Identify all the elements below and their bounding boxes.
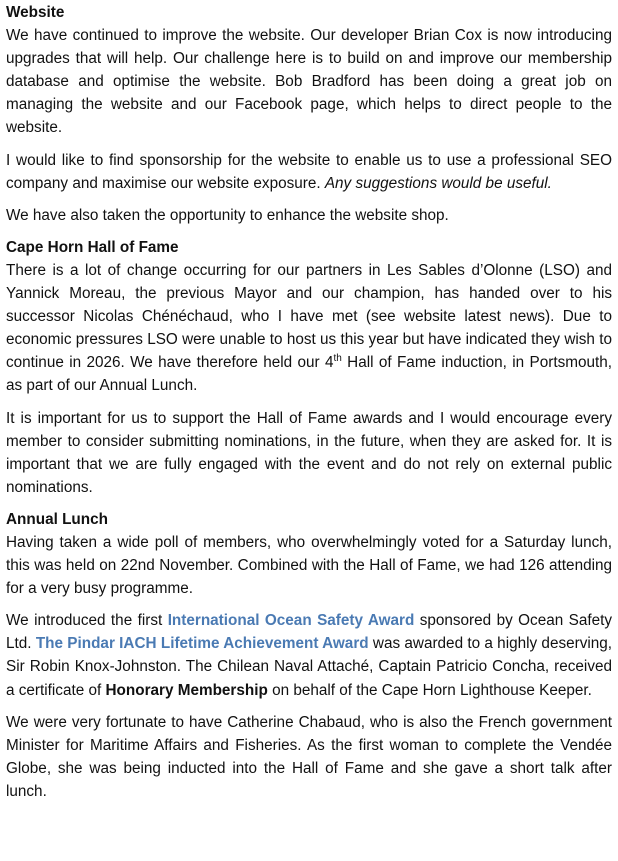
hall-of-fame-p1-before: There is a lot of change occurring for our partners in Les Sables d’Olonne (LSO) and Yannick Moreau, the previous Mayor and our champion, has handed over to his successor Nicolas Chénéchaud, who I have met (see website latest news). Due to economic pressures LSO were unable to host us this year but have indicated they wish to continue in 2026. We have therefore held our 4 xyxy=(6,261,612,372)
annual-lunch-paragraph-1: Having taken a wide poll of members, who overwhelmingly voted for a Saturday lunch, this was held on 22nd November. Combined with the Hall of Fame, we had 126 attending for a very busy programme. xyxy=(6,533,612,598)
annual-lunch-paragraph-2 xyxy=(6,609,612,701)
honorary-membership-bold: Honorary Membership xyxy=(105,681,268,699)
section-annual-lunch xyxy=(6,508,612,803)
document-page xyxy=(6,1,612,812)
hall-of-fame-p1-after: Hall of Fame induction, in Portsmouth, as part of our Annual Lunch. xyxy=(6,354,612,395)
section-heading-annual-lunch: Annual Lunch xyxy=(6,510,108,528)
annual-lunch-paragraph-3: We were very fortunate to have Catherine Chabaud, who is also the French government Minister for Maritime Affairs and Fisheries. As the first woman to complete the Vendée Globe, she was being inducted into the Hall of Fame and she gave a short talk after lunch. xyxy=(6,713,612,800)
website-paragraph-2-text: I would like to find sponsorship for the website to enable us to use a professional SEO company and maximise our website exposure. xyxy=(6,151,612,192)
annual-lunch-p2-c: was awarded to a highly deserving, Sir Robin Knox-Johnston. The Chilean Naval Attaché, Captain Patricio Concha, received a certificate of xyxy=(6,635,613,699)
website-suggestions-italic: Any suggestions would be useful. xyxy=(324,174,552,192)
ordinal-superscript: th xyxy=(333,353,342,365)
section-website xyxy=(6,1,612,227)
annual-lunch-p2-a: We introduced the first xyxy=(6,612,168,630)
section-hall-of-fame xyxy=(6,236,612,499)
ocean-safety-award-highlight: International Ocean Safety Award xyxy=(167,612,415,630)
website-paragraph-2 xyxy=(6,149,612,195)
website-paragraph-1: We have continued to improve the website. Our developer Brian Cox is now introducing upgrades that will help. Our challenge here is to build on and improve our membership database and optimise the website. Bob Bradford has been doing a great job on managing the website and our Facebook page, which helps to direct people to the website. xyxy=(6,27,612,137)
section-heading-website: Website xyxy=(6,4,65,21)
hall-of-fame-paragraph-2: It is important for us to support the Hall of Fame awards and I would encourage every member to consider submitting nominations, in the future, when they are asked for. It is important that we are fully engaged with the event and do not rely on external public nominations. xyxy=(6,409,612,496)
section-heading-hall-of-fame: Cape Horn Hall of Fame xyxy=(6,238,179,256)
annual-lunch-p2-b: sponsored by Ocean Safety Ltd. xyxy=(6,612,613,653)
hall-of-fame-paragraph-1 xyxy=(6,259,612,398)
website-paragraph-3: We have also taken the opportunity to enhance the website shop. xyxy=(6,206,449,224)
annual-lunch-p2-d: on behalf of the Cape Horn Lighthouse Keeper. xyxy=(267,681,592,699)
lifetime-achievement-award-highlight: The Pindar IACH Lifetime Achievement Award xyxy=(35,635,369,653)
